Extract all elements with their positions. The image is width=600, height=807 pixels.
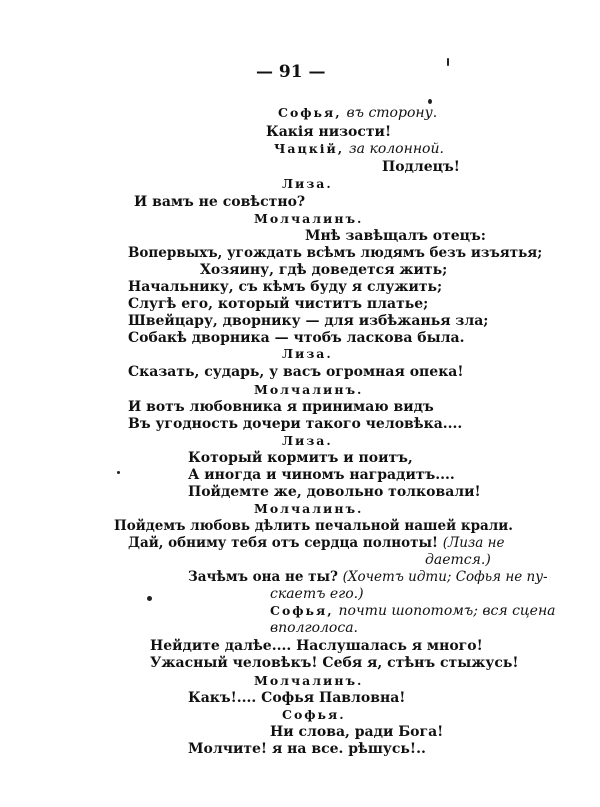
verse-text: Зачѣмъ она не ты?: [188, 569, 338, 585]
speaker-name: Молчалинъ.: [254, 382, 364, 397]
speaker-line: [278, 104, 437, 122]
verse-line: Подлецъ!: [382, 159, 460, 175]
verse-line: Сказать, сударь, у васъ огромная опека!: [128, 364, 464, 380]
verse-line: Въ угодность дочери такого человѣка....: [128, 416, 463, 432]
stage-direction: за колонной.: [349, 141, 444, 157]
page-number: — 91 —: [256, 62, 326, 82]
ink-speck: [447, 58, 449, 66]
verse-line: Молчите! я на все. рѣшусь!..: [188, 741, 426, 757]
speaker-name: Молчалинъ.: [254, 211, 364, 226]
verse-line: Мнѣ завѣщалъ отецъ:: [305, 228, 486, 244]
speaker-name: Софья,: [270, 603, 334, 618]
verse-line: Хозяину, гдѣ доведется жить;: [200, 262, 448, 278]
verse-line: Ужасный человѣкъ! Себя я, стѣнъ стыжусь!: [150, 655, 519, 671]
stage-direction: въ сторону.: [346, 105, 438, 121]
speaker-name: Лиза.: [282, 433, 333, 448]
verse-line: Пойдемъ любовь дѣлить печальной нашей крали.: [114, 518, 513, 534]
verse-line: А иногда и чиномъ наградитъ....: [188, 467, 455, 483]
verse-line: [188, 568, 548, 586]
verse-line: Какія низости!: [266, 124, 392, 140]
speaker-name: Софья.: [282, 707, 346, 722]
speaker-name: Молчалинъ.: [254, 673, 364, 688]
verse-line: И вотъ любовника я принимаю видъ: [128, 399, 434, 415]
verse-line: Который кормитъ и поитъ,: [188, 450, 413, 466]
stage-direction: дается.): [425, 552, 491, 568]
verse-line: Швейцару, дворнику — для избѣжанья зла;: [128, 313, 489, 329]
stage-direction: вполголоса.: [270, 620, 358, 636]
verse-line: Ни слова, ради Бога!: [270, 724, 444, 740]
speaker-name: Софья,: [278, 105, 342, 120]
verse-line: Начальнику, съ кѣмъ буду я служить;: [128, 279, 443, 295]
speaker-name: Молчалинъ.: [254, 501, 364, 516]
speaker-name: Лиза.: [282, 346, 333, 361]
verse-line: Вопервыхъ, угождать всѣмъ людямъ безъ изъятья;: [128, 245, 543, 261]
stage-direction: скаетъ его.): [270, 586, 364, 602]
speaker-name: Лиза.: [282, 176, 333, 191]
verse-line: Нейдите далѣе.... Наслушалась я много!: [150, 638, 483, 654]
verse-line: Пойдемте же, довольно толковали!: [188, 484, 481, 500]
stage-direction: (Лиза не: [442, 535, 505, 551]
ink-speck: [147, 596, 152, 601]
verse-line: Слугѣ его, который чиститъ платье;: [128, 296, 429, 312]
speaker-name: Чацкій,: [274, 141, 345, 156]
verse-line: Собакѣ дворника — чтобъ ласкова была.: [128, 330, 465, 346]
verse-text: Дай, обниму тебя отъ сердца полноты!: [128, 535, 438, 551]
verse-line: И вамъ не совѣстно?: [134, 194, 306, 210]
speaker-line: [274, 140, 444, 158]
stage-direction: почти шопотомъ; вся сцена: [338, 603, 556, 619]
ink-speck: [117, 471, 120, 474]
verse-line: Какъ!.... Софья Павловна!: [188, 690, 406, 706]
speaker-line: [270, 602, 556, 620]
stage-direction: (Хочетъ идти; Софья не пу-: [342, 569, 548, 585]
verse-line: [128, 534, 505, 552]
